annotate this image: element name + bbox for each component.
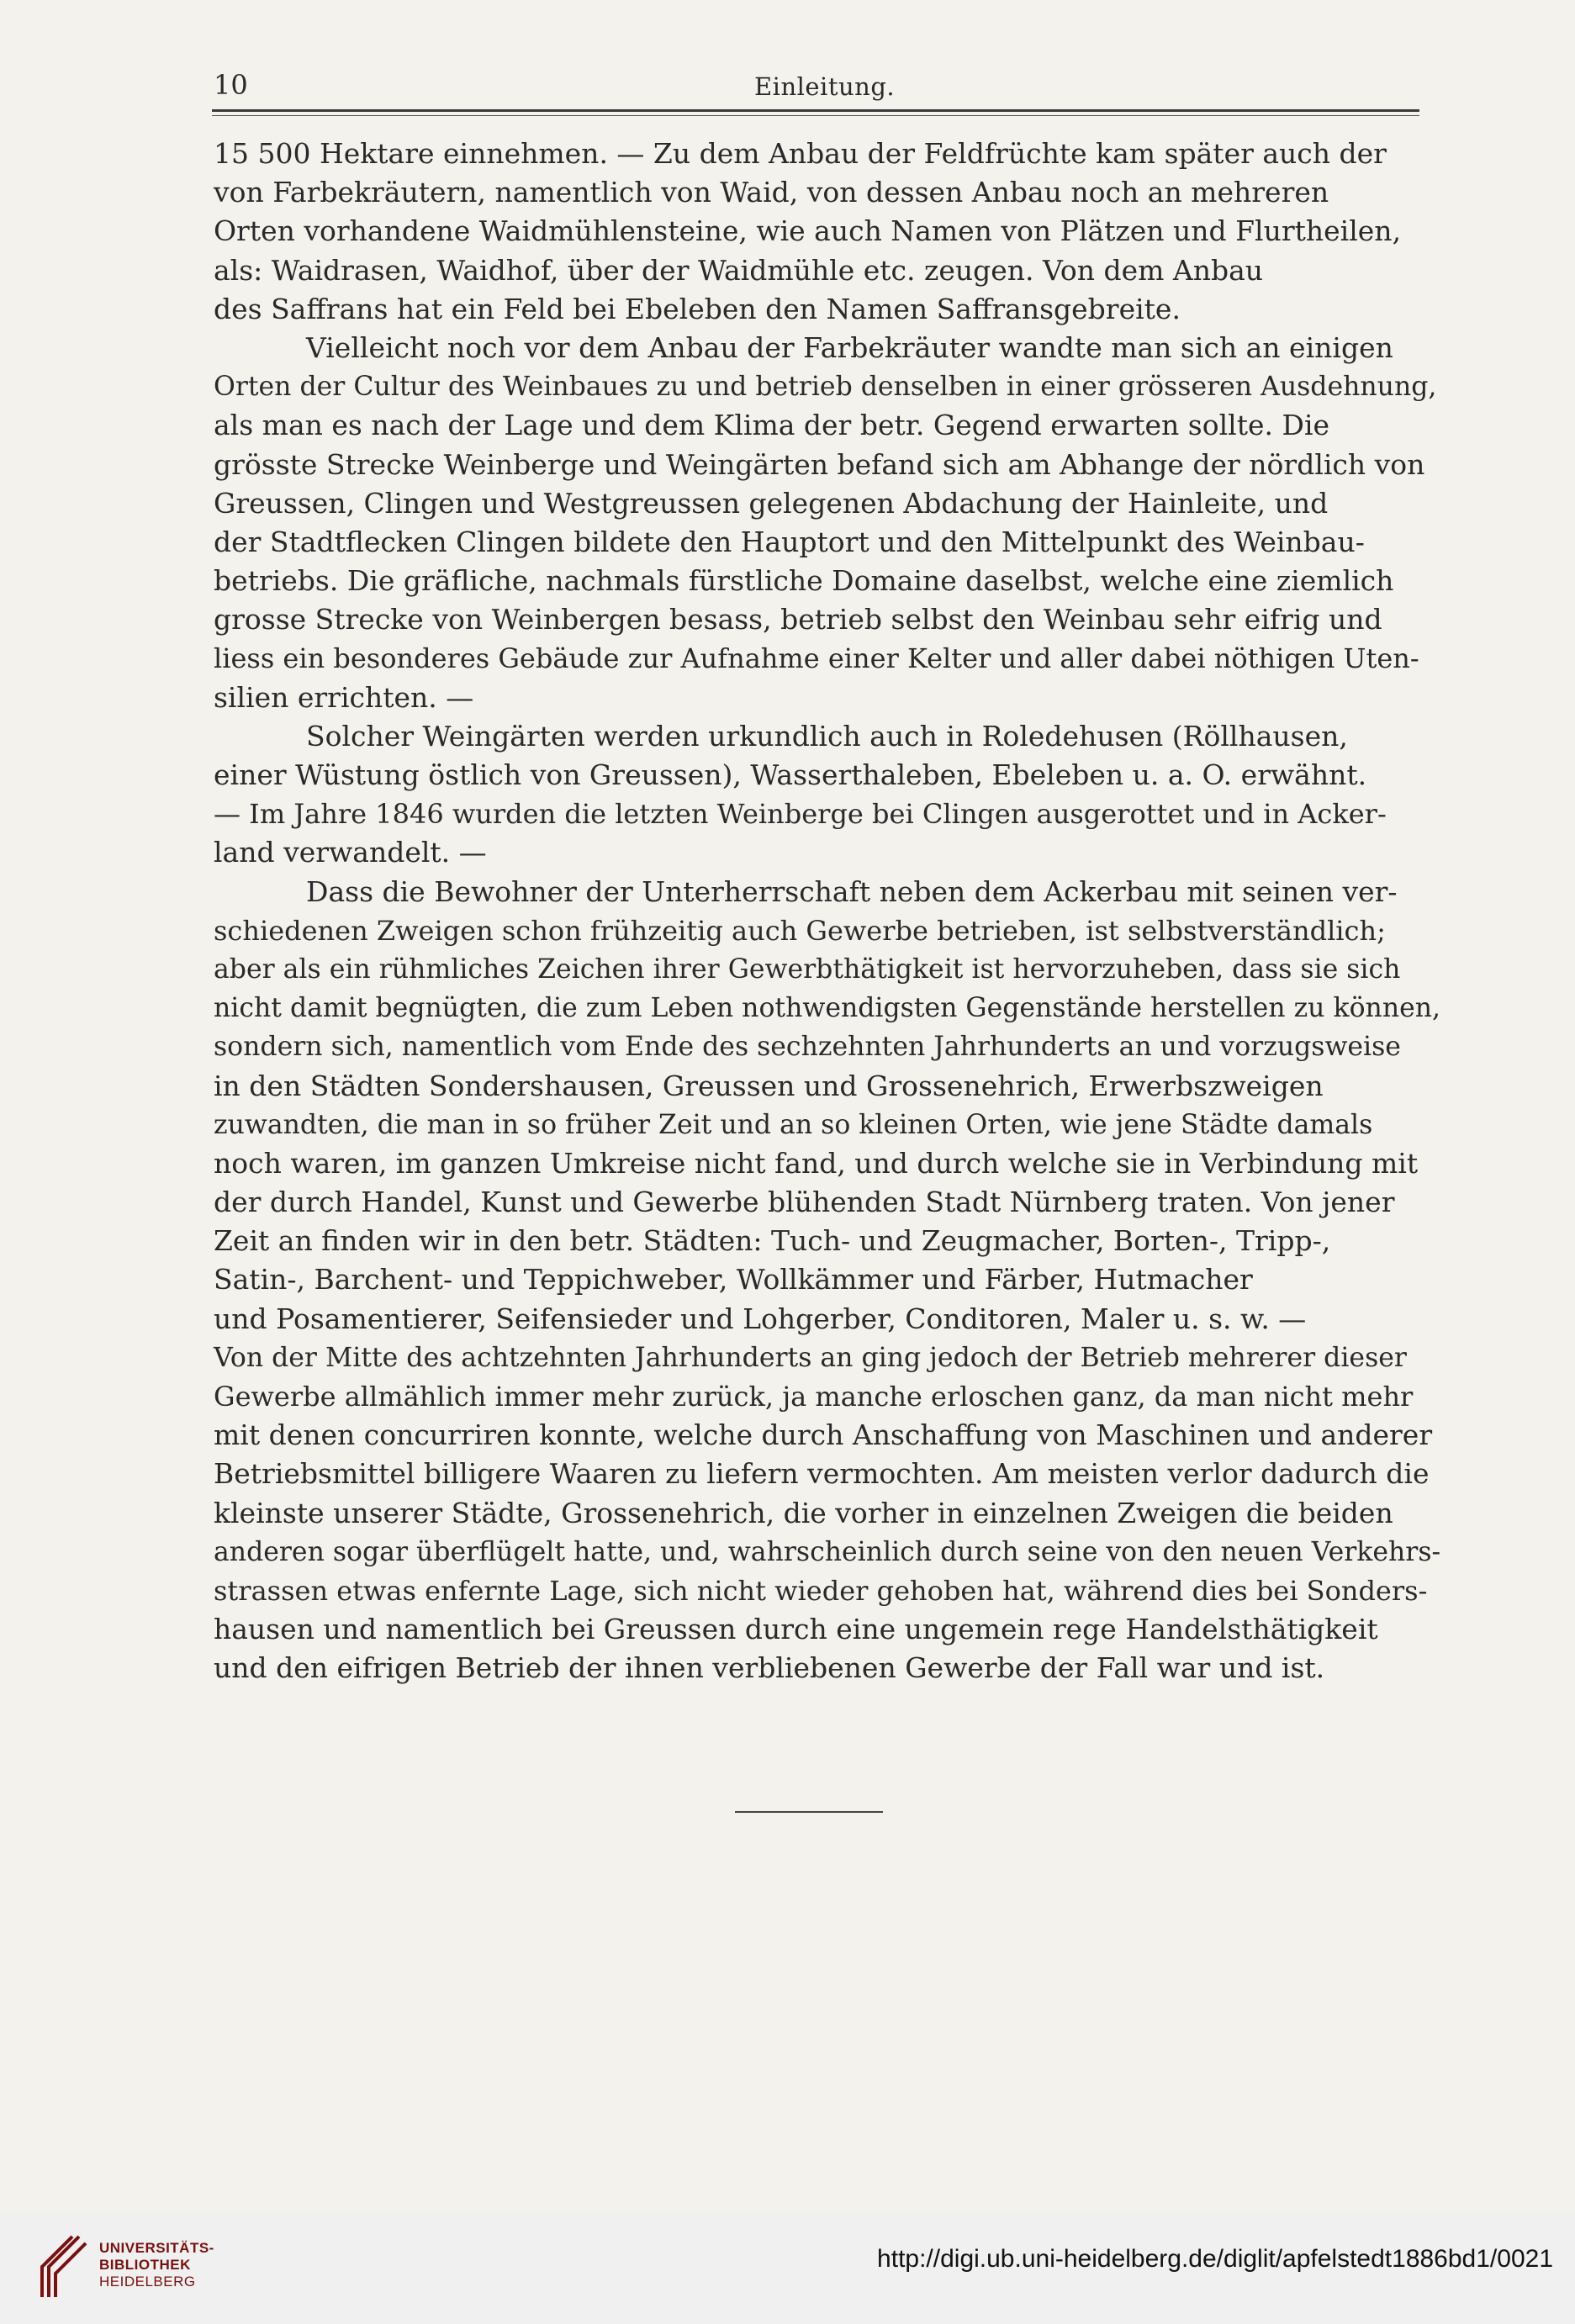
text-line: mit denen concurriren konnte, welche durch Anschaffung von Maschinen und anderer bbox=[214, 1418, 1433, 1452]
text-line: einer Wüstung östlich von Greussen), Wasserthaleben, Ebeleben u. a. O. erwähnt. bbox=[214, 758, 1367, 791]
text-line: grösste Strecke Weinberge und Weingärten befand sich am Abhange der nördlich von bbox=[214, 447, 1425, 481]
running-title: Einleitung. bbox=[754, 72, 896, 101]
text-line: von Farbekräutern, namentlich von Waid, von dessen Anbau noch an mehreren bbox=[214, 176, 1329, 209]
text-line: des Saffrans hat ein Feld bei Ebeleben den Namen Saffransgebreite. bbox=[214, 292, 1181, 325]
closing-rule bbox=[735, 1811, 883, 1813]
page-number: 10 bbox=[214, 69, 248, 101]
text-line: Vielleicht noch vor dem Anbau der Farbekräuter wandte man sich an einigen bbox=[306, 330, 1393, 364]
page-header bbox=[214, 69, 1418, 106]
text-line: noch waren, im ganzen Umkreise nicht fand, und durch welche sie in Verbindung mit bbox=[214, 1146, 1419, 1180]
text-line: Greussen, Clingen und Westgreussen gelegenen Abdachung der Hainleite, und bbox=[214, 486, 1329, 520]
body-text bbox=[214, 135, 1441, 1688]
text-line: Orten der Cultur des Weinbaues zu und betrieb denselben in einer grösseren Ausdehnung, bbox=[214, 372, 1437, 403]
header-rule-thick bbox=[212, 109, 1419, 112]
library-logo-text bbox=[99, 2240, 214, 2290]
text-line: als: Waidrasen, Waidhof, über der Waidmühle etc. zeugen. Von dem Anbau bbox=[214, 253, 1264, 287]
text-line: grosse Strecke von Weinbergen besass, betrieb selbst den Weinbau sehr eifrig und bbox=[214, 603, 1382, 636]
text-line: Orten vorhandene Waidmühlensteine, wie auch Namen von Plätzen und Flurtheilen, bbox=[214, 214, 1402, 248]
text-line: Satin-, Barchent- und Teppichweber, Wollkämmer und Färber, Hutmacher bbox=[214, 1263, 1253, 1297]
text-line: strassen etwas enfernte Lage, sich nicht wieder gehoben hat, während dies bei Sonders- bbox=[214, 1574, 1428, 1607]
text-line: als man es nach der Lage und dem Klima der betr. Gegend erwarten sollte. Die bbox=[214, 409, 1330, 442]
logo-line: BIBLIOTHEK bbox=[99, 2257, 191, 2273]
text-line: sondern sich, namentlich vom Ende des sechzehnten Jahrhunderts an und vorzugsweise bbox=[214, 1032, 1401, 1063]
text-line: der Stadtflecken Clingen bildete den Hauptort und den Mittelpunkt des Weinbau- bbox=[214, 525, 1365, 558]
text-line: betriebs. Die gräfliche, nachmals fürstliche Domaine daselbst, welche eine ziemlich bbox=[214, 564, 1394, 598]
library-logo-icon bbox=[37, 2233, 89, 2300]
text-line: — Im Jahre 1846 wurden die letzten Weinberge bei Clingen ausgerottet und in Acker- bbox=[214, 798, 1387, 831]
text-line: anderen sogar überflügelt hatte, und, wahrscheinlich durch seine von den neuen Verkehrs- bbox=[214, 1536, 1441, 1567]
source-url-link[interactable]: http://digi.ub.uni-heidelberg.de/diglit/apfelstedt1886bd1/0021 bbox=[877, 2245, 1553, 2273]
text-line: land verwandelt. — bbox=[214, 836, 487, 869]
text-line: aber als ein rühmliches Zeichen ihrer Gewerbthätigkeit ist hervorzuheben, dass sie sich bbox=[214, 953, 1401, 985]
text-line: in den Städten Sondershausen, Greussen und Grossenehrich, Erwerbszweigen bbox=[214, 1069, 1324, 1102]
text-line: Zeit an finden wir in den betr. Städten: Tuch- und Zeugmacher, Borten-, Tripp-, bbox=[214, 1224, 1331, 1258]
text-line: und den eifrigen Betrieb der ihnen verbliebenen Gewerbe der Fall war und ist. bbox=[214, 1651, 1325, 1685]
text-line: und Posamentierer, Seifensieder und Lohgerber, Conditoren, Maler u. s. w. — bbox=[214, 1302, 1307, 1335]
text-line: der durch Handel, Kunst und Gewerbe blühenden Stadt Nürnberg traten. Von jener bbox=[214, 1186, 1395, 1219]
text-line: schiedenen Zweigen schon frühzeitig auch Gewerbe betrieben, ist selbstverständlich; bbox=[214, 914, 1386, 947]
text-line: silien errichten. — bbox=[214, 680, 474, 714]
text-line: zuwandten, die man in so früher Zeit und an so kleinen Orten, wie jene Städte damals bbox=[214, 1109, 1373, 1140]
text-line: Gewerbe allmählich immer mehr zurück, ja manche erloschen ganz, da man nicht mehr bbox=[214, 1381, 1414, 1413]
text-line: Von der Mitte des achtzehnten Jahrhunderts an ging jedoch der Betrieb mehrerer dieser bbox=[214, 1342, 1407, 1373]
text-line: 15 500 Hektare einnehmen. — Zu dem Anbau der Feldfrüchte kam später auch der bbox=[214, 137, 1387, 170]
text-line: nicht damit begnügten, die zum Leben nothwendigsten Gegenstände herstellen zu können, bbox=[214, 993, 1441, 1024]
text-line: Betriebsmittel billigere Waaren zu liefern vermochten. Am meisten verlor dadurch die bbox=[214, 1457, 1430, 1491]
text-line: Dass die Bewohner der Unterherrschaft neben dem Ackerbau mit seinen ver- bbox=[306, 874, 1398, 908]
text-line: kleinste unserer Städte, Grossenehrich, die vorher in einzelnen Zweigen die beiden bbox=[214, 1496, 1393, 1529]
library-footer bbox=[0, 2211, 1575, 2324]
text-line: liess ein besonderes Gebäude zur Aufnahme einer Kelter und aller dabei nöthigen Uten- bbox=[214, 642, 1419, 675]
header-rule-thin bbox=[212, 115, 1419, 116]
logo-line: HEIDELBERG bbox=[99, 2274, 196, 2290]
text-line: hausen und namentlich bei Greussen durch eine ungemein rege Handelsthätigkeit bbox=[214, 1613, 1378, 1646]
text-line: Solcher Weingärten werden urkundlich auch in Roledehusen (Röllhausen, bbox=[306, 719, 1348, 753]
logo-line: UNIVERSITÄTS- bbox=[99, 2240, 214, 2256]
